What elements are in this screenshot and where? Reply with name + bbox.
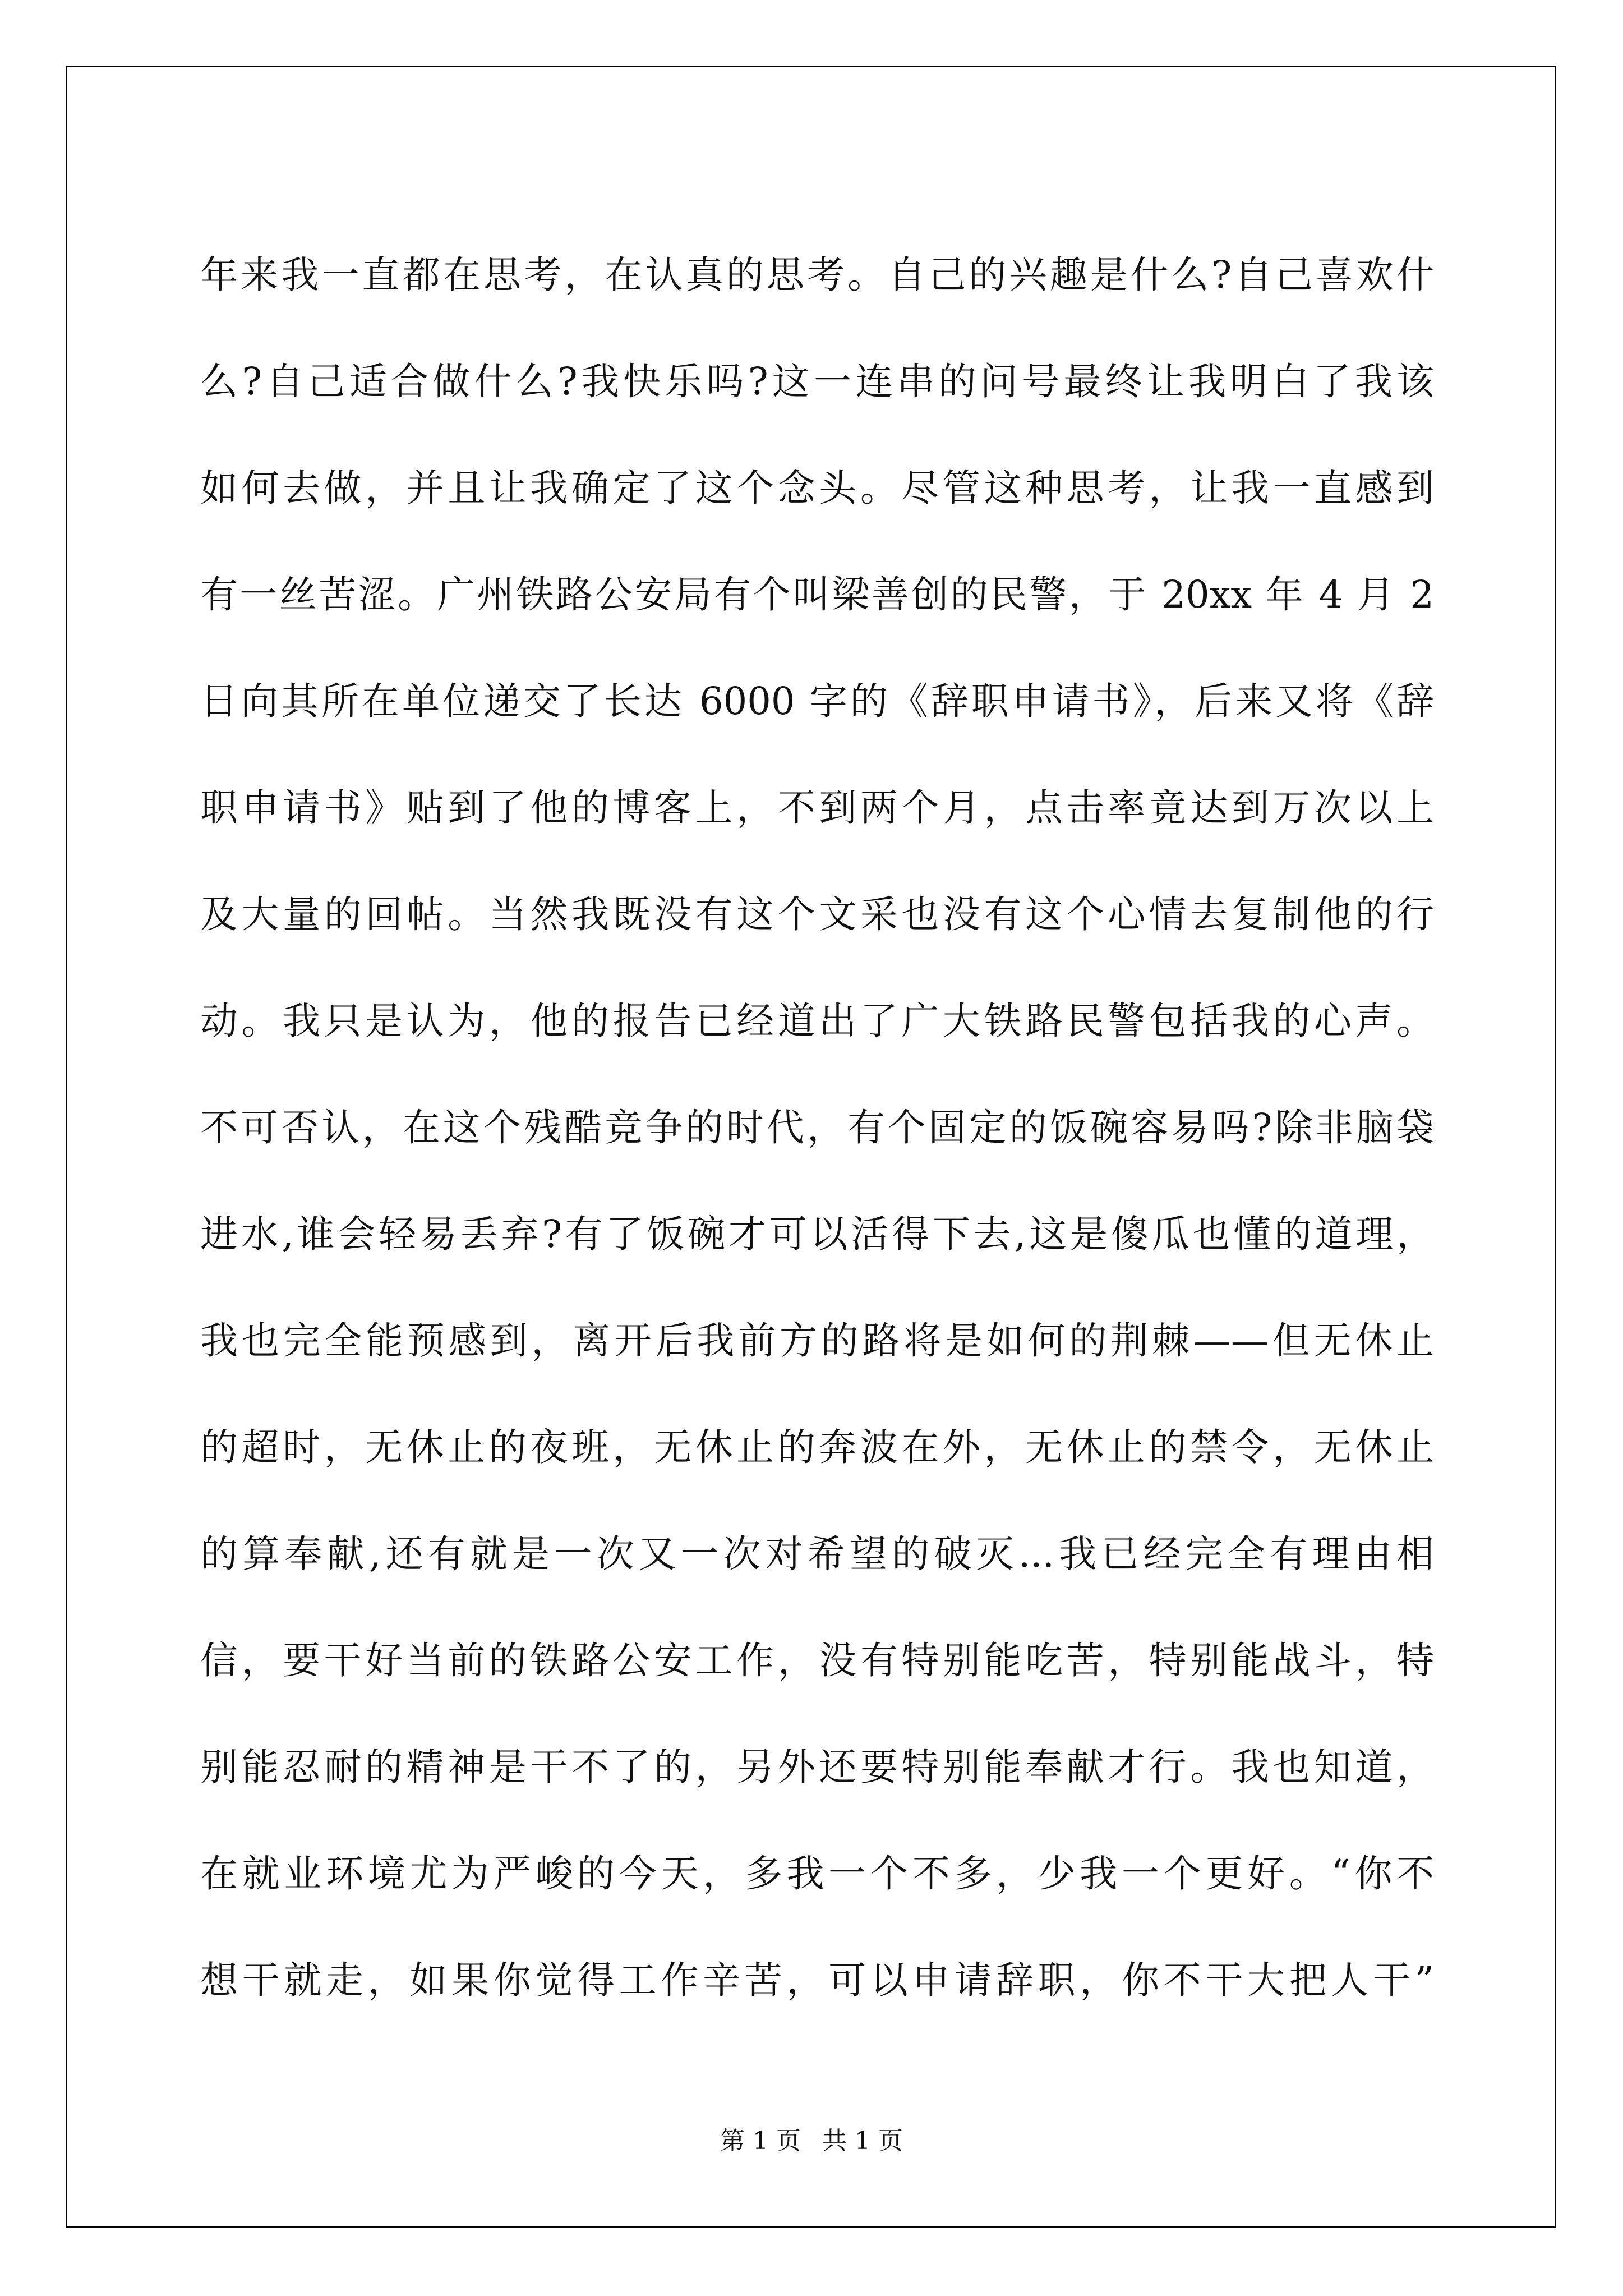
- page-number: 第 1 页: [720, 2127, 801, 2155]
- text-line: 么?自己适合做什么?我快乐吗?这一连串的问号最终让我明白了我该: [200, 360, 1434, 403]
- page-footer: [0, 2120, 1623, 2156]
- text-line: 职申请书》贴到了他的博客上，不到两个月，点击率竟达到万次以上: [200, 786, 1434, 830]
- page-total: 共 1 页: [822, 2127, 903, 2155]
- text-line: 在就业环境尤为严峻的今天，多我一个不多，少我一个更好。“你不: [200, 1852, 1434, 1895]
- text-line: 我也完全能预感到，离开后我前方的路将是如何的荆棘——但无休止: [200, 1319, 1434, 1363]
- text-line: 信，要干好当前的铁路公安工作，没有特别能吃苦，特别能战斗，特: [200, 1639, 1434, 1682]
- text-line: 的超时，无休止的夜班，无休止的奔波在外，无休止的禁令，无休止: [200, 1425, 1434, 1469]
- text-line: 动。我只是认为，他的报告已经道出了广大铁路民警包括我的心声。: [200, 999, 1434, 1043]
- text-line: 如何去做，并且让我确定了这个念头。尽管这种思考，让我一直感到: [200, 466, 1434, 510]
- text-line: 的算奉献,还有就是一次又一次对希望的破灭...我已经完全有理由相: [200, 1532, 1434, 1576]
- text-line: 不可否认，在这个残酷竞争的时代，有个固定的饭碗容易吗?除非脑袋: [200, 1106, 1434, 1149]
- text-line: 年来我一直都在思考，在认真的思考。自己的兴趣是什么?自己喜欢什: [200, 253, 1434, 297]
- text-line: 进水,谁会轻易丢弃?有了饭碗才可以活得下去,这是傻瓜也懂的道理，: [200, 1212, 1434, 1256]
- text-line: 及大量的回帖。当然我既没有这个文采也没有这个心情去复制他的行: [200, 892, 1434, 936]
- text-line: 有一丝苦涩。广州铁路公安局有个叫梁善创的民警，于 20xx 年 4 月 2: [200, 573, 1434, 616]
- text-line: 日向其所在单位递交了长达 6000 字的《辞职申请书》，后来又将《辞: [200, 679, 1434, 723]
- text-line: 别能忍耐的精神是干不了的，另外还要特别能奉献才行。我也知道，: [200, 1745, 1434, 1789]
- text-line: 想干就走，如果你觉得工作辛苦，可以申请辞职，你不干大把人干”: [200, 1958, 1434, 2002]
- document-body: [200, 222, 1434, 2033]
